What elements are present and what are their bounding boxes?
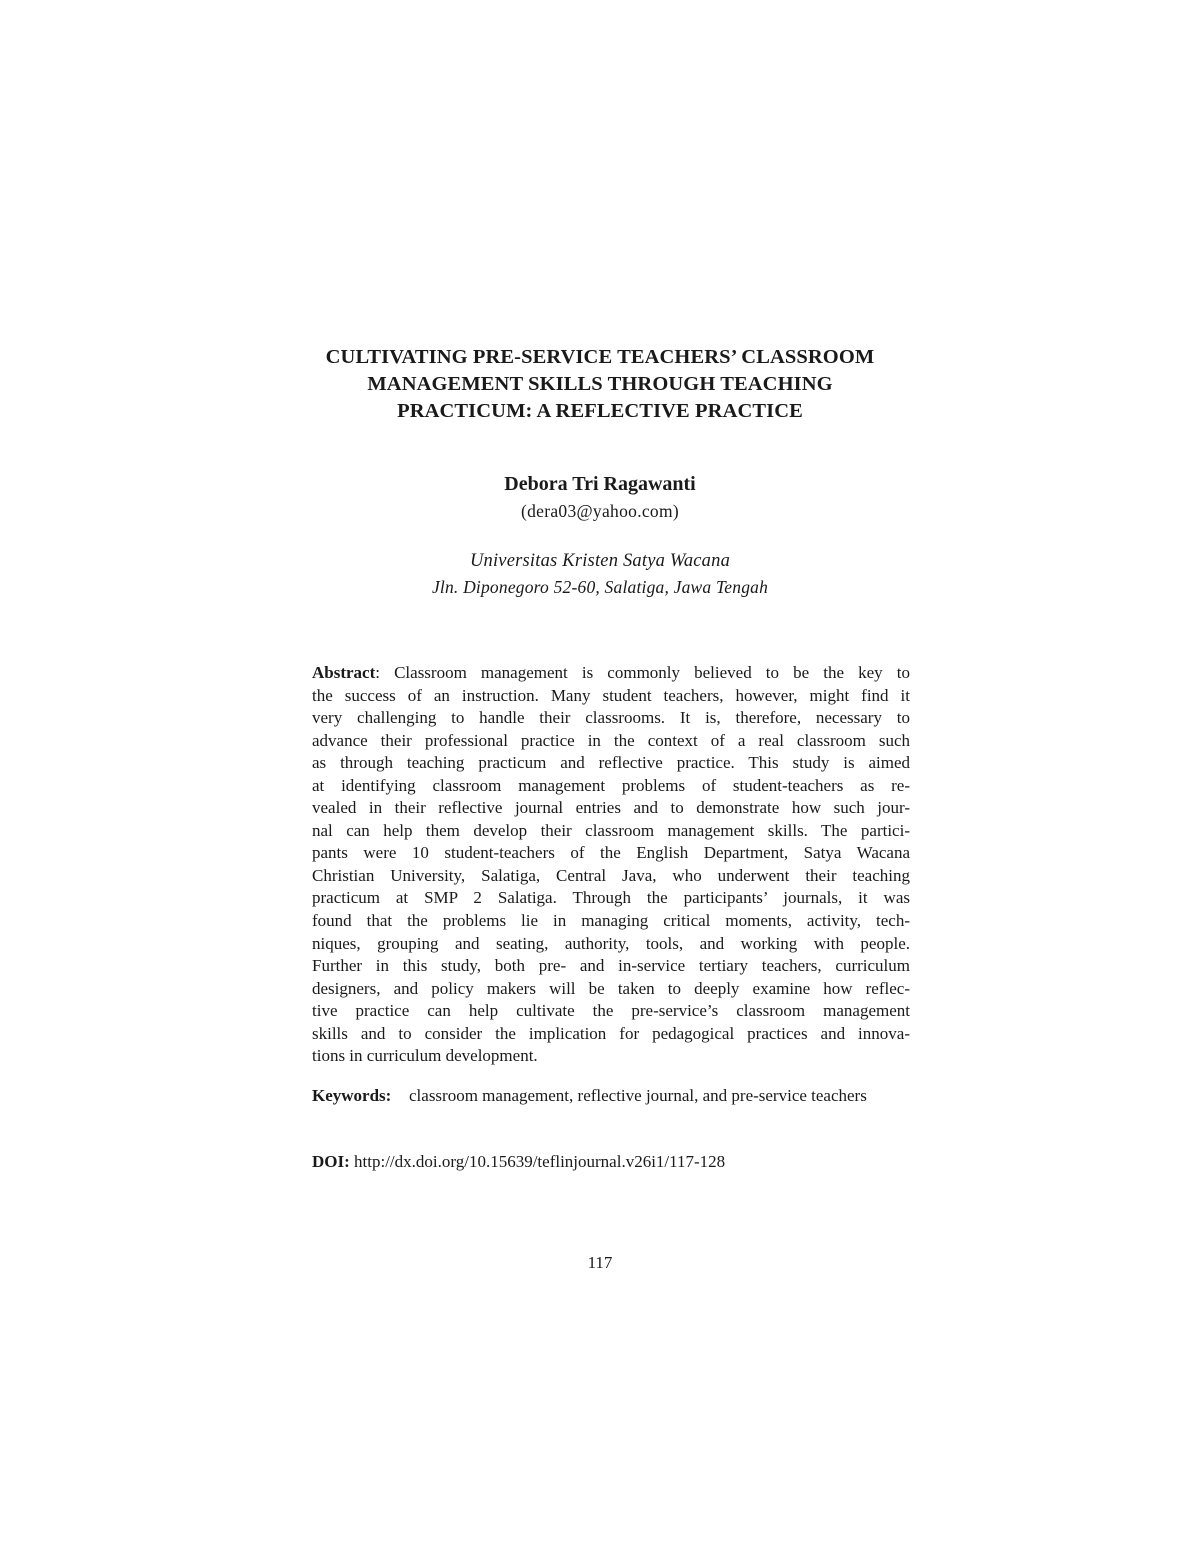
abstract-line: Further in this study, both pre- and in-service tertiary teachers, curriculum [312,956,910,976]
abstract-line: at identifying classroom management problems of student-teachers as re- [312,775,910,795]
abstract-line: the success of an instruction. Many student teachers, however, might find it [312,685,910,705]
abstract-line: vealed in their reflective journal entries and to demonstrate how such jour- [312,798,910,818]
abstract-line [312,662,910,685]
doi [312,1151,910,1173]
abstract-line: very challenging to handle their classrooms. It is, therefore, necessary to [312,708,910,728]
title-line: PRACTICUM: A REFLECTIVE PRACTICE [397,400,803,422]
abstract-line: advance their professional practice in the context of a real classroom such [312,730,910,750]
author-email: (dera03@yahoo.com) [520,501,680,521]
abstract-line: practicum at SMP 2 Salatiga. Through the participants’ journals, it was [312,888,910,908]
abstract-line: tive practice can help cultivate the pre-service’s classroom management [312,1001,910,1021]
affiliation-address: Jln. Diponegoro 52-60, Salatiga, Jawa Tengah [431,577,769,597]
abstract-line: tions in curriculum development. [312,1046,538,1066]
abstract-line: Christian University, Salatiga, Central Java, who underwent their teaching [312,865,910,885]
author-name: Debora Tri Ragawanti [504,473,696,495]
doi-label: DOI: [312,1152,350,1171]
keywords-text: classroom management, reflective journal, and pre-service teachers [409,1086,867,1105]
abstract-line: as through teaching practicum and reflective practice. This study is aimed [312,753,910,773]
abstract-line: nal can help them develop their classroom management skills. The partici- [312,820,910,840]
abstract-label: Abstract [312,663,376,682]
paper-title [200,344,1000,425]
abstract-first-line-text: : Classroom management is commonly believed to be the key to [375,663,910,682]
abstract-line: niques, grouping and seating, authority, tools, and working with people. [312,933,910,953]
title-line: CULTIVATING PRE-SERVICE TEACHERS’ CLASSROOM [325,346,875,368]
doi-link[interactable]: http://dx.doi.org/10.15639/teflinjournal.v26i1/117-128 [354,1152,726,1171]
keywords-label: Keywords: [312,1086,392,1105]
abstract-line: found that the problems lie in managing critical moments, activity, tech- [312,911,910,931]
abstract-line: pants were 10 student-teachers of the English Department, Satya Wacana [312,843,910,863]
title-line: MANAGEMENT SKILLS THROUGH TEACHING [367,373,833,395]
abstract-line: designers, and policy makers will be taken to deeply examine how reflec- [312,978,910,998]
abstract-line: skills and to consider the implication for pedagogical practices and innova- [312,1023,910,1043]
page-number: 117 [587,1253,613,1272]
affiliation-institution: Universitas Kristen Satya Wacana [469,551,731,571]
keywords [312,1085,910,1108]
abstract [312,662,910,1068]
